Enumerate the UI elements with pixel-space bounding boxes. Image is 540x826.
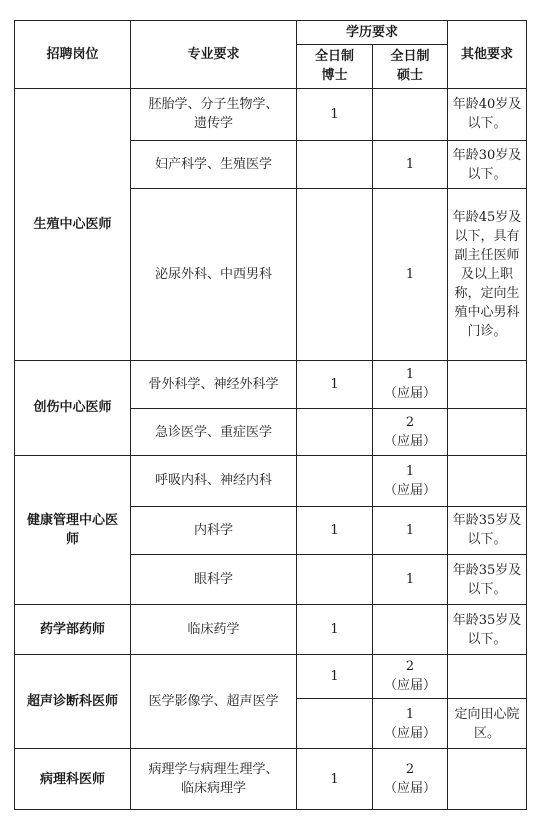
master-cell: 2 （应届） [373,408,448,455]
phd-cell [297,555,373,605]
table-row [15,88,527,140]
other-cell [448,456,527,506]
master-cell [373,88,448,140]
major-cell: 骨外科学、神经外科学 [131,360,297,408]
position-cell: 病理科医师 [15,749,131,810]
master-cell: 2 （应届） [373,654,448,698]
other-cell [448,360,527,408]
other-cell: 年龄35岁及 以下。 [448,506,527,554]
header-education: 学历要求 [297,21,448,45]
other-cell: 定向田心院 区。 [448,699,527,749]
major-cell: 病理学与病理生理学、 临床病理学 [131,749,297,810]
phd-cell [297,699,373,749]
master-cell: 1 [373,189,448,360]
master-cell: 1 （应届） [373,360,448,408]
table-row [15,605,527,654]
master-cell: 2 （应届） [373,749,448,810]
table-row [15,654,527,698]
master-cell: 1 [373,506,448,554]
table-row [15,749,527,810]
other-cell: 年龄30岁及 以下。 [448,140,527,188]
major-cell: 泌尿外科、中西男科 [131,189,297,360]
major-cell: 临床药学 [131,605,297,654]
major-cell: 医学影像学、超声医学 [131,654,297,749]
major-cell: 呼吸内科、神经内科 [131,456,297,506]
master-cell: 1 （应届） [373,456,448,506]
phd-cell [297,456,373,506]
header-major: 专业要求 [131,21,297,89]
header-other: 其他要求 [448,21,527,89]
header-master: 全日制 硕士 [373,45,448,88]
phd-cell: 1 [297,88,373,140]
master-cell: 1 [373,140,448,188]
major-cell: 急诊医学、重症医学 [131,408,297,455]
recruitment-table [14,20,527,810]
position-cell: 健康管理中心医 师 [15,456,131,605]
phd-cell [297,189,373,360]
major-cell: 眼科学 [131,555,297,605]
phd-cell: 1 [297,605,373,654]
position-cell: 药学部药师 [15,605,131,654]
phd-cell: 1 [297,506,373,554]
master-cell: 1 [373,555,448,605]
master-cell [373,605,448,654]
phd-cell: 1 [297,749,373,810]
table-row [15,360,527,408]
other-cell: 年龄45岁及 以下，具有 副主任医师 及以上职 称，定向生 殖中心男科 门诊。 [448,189,527,360]
phd-cell: 1 [297,360,373,408]
phd-cell: 1 [297,654,373,698]
position-cell: 创伤中心医师 [15,360,131,456]
major-cell: 胚胎学、分子生物学、 遗传学 [131,88,297,140]
master-cell: 1 （应届） [373,699,448,749]
header-phd: 全日制 博士 [297,45,373,88]
position-cell: 超声诊断科医师 [15,654,131,749]
header-position: 招聘岗位 [15,21,131,89]
other-cell: 年龄35岁及 以下。 [448,605,527,654]
position-cell: 生殖中心医师 [15,88,131,360]
major-cell: 内科学 [131,506,297,554]
other-cell: 年龄35岁及 以下。 [448,555,527,605]
phd-cell [297,140,373,188]
other-cell [448,408,527,455]
header-row [15,21,527,45]
table-row [15,456,527,506]
other-cell [448,654,527,698]
phd-cell [297,408,373,455]
other-cell [448,749,527,810]
other-cell: 年龄40岁及 以下。 [448,88,527,140]
major-cell: 妇产科学、生殖医学 [131,140,297,188]
